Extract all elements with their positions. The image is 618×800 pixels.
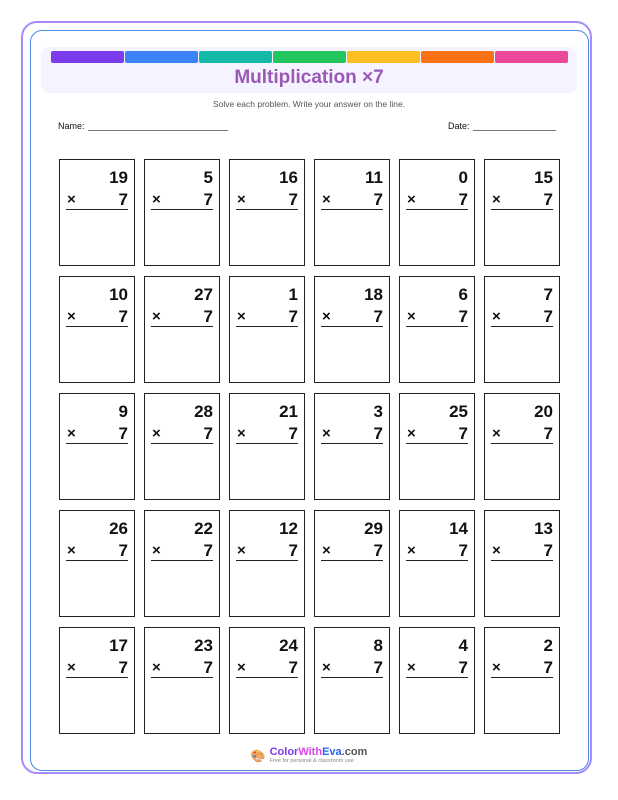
problem-card[interactable] xyxy=(59,276,135,383)
multiplicand: 1 xyxy=(288,285,298,304)
times-sign: × xyxy=(492,542,501,559)
multiplicand: 19 xyxy=(109,168,128,187)
answer-line xyxy=(151,677,213,678)
multiplicand: 21 xyxy=(279,402,298,421)
multiplicand: 15 xyxy=(534,168,553,187)
problem-card[interactable] xyxy=(144,627,220,734)
answer-line xyxy=(151,443,213,444)
problem-card[interactable] xyxy=(399,510,475,617)
palette-icon: 🎨 xyxy=(250,748,266,763)
multiplier: 7 xyxy=(543,541,553,560)
multiplicand: 27 xyxy=(194,285,213,304)
problem-card[interactable] xyxy=(229,159,305,266)
answer-line xyxy=(151,560,213,561)
multiplier: 7 xyxy=(373,307,383,326)
answer-line xyxy=(491,677,553,678)
multiplier: 7 xyxy=(373,658,383,677)
multiplier: 7 xyxy=(118,190,128,209)
problem-card[interactable] xyxy=(399,627,475,734)
multiplicand: 14 xyxy=(449,519,468,538)
footer xyxy=(0,746,618,765)
brand-logo xyxy=(251,746,368,765)
times-sign: × xyxy=(67,308,76,325)
multiplicand: 18 xyxy=(364,285,383,304)
brand-tagline: Free for personal & classroom use xyxy=(269,758,354,764)
times-sign: × xyxy=(407,308,416,325)
page-title: Multiplication ×7 xyxy=(234,67,384,88)
answer-line xyxy=(66,443,128,444)
answer-line xyxy=(66,209,128,210)
answer-line xyxy=(321,560,383,561)
answer-line xyxy=(236,560,298,561)
answer-line xyxy=(406,326,468,327)
instructions: Solve each problem. Write your answer on the line. xyxy=(212,99,406,109)
multiplicand: 12 xyxy=(279,519,298,538)
problem-card[interactable] xyxy=(399,159,475,266)
problem-card[interactable] xyxy=(314,159,390,266)
answer-line xyxy=(236,677,298,678)
multiplier: 7 xyxy=(118,307,128,326)
times-sign: × xyxy=(237,191,246,208)
color-bar-segment xyxy=(347,51,420,63)
multiplicand: 28 xyxy=(194,402,213,421)
answer-line xyxy=(236,443,298,444)
answer-line xyxy=(66,560,128,561)
answer-line xyxy=(236,209,298,210)
times-sign: × xyxy=(67,542,76,559)
problem-card[interactable] xyxy=(314,510,390,617)
problem-card[interactable] xyxy=(399,276,475,383)
multiplier: 7 xyxy=(288,541,298,560)
multiplier: 7 xyxy=(458,190,468,209)
brand-name: ColorWithEva.com xyxy=(269,746,368,758)
rainbow-color-bar xyxy=(51,51,568,63)
multiplier: 7 xyxy=(203,307,213,326)
answer-line xyxy=(406,209,468,210)
problem-card[interactable] xyxy=(314,627,390,734)
problem-card[interactable] xyxy=(484,510,560,617)
times-sign: × xyxy=(407,191,416,208)
multiplicand: 24 xyxy=(279,636,298,655)
problem-card[interactable] xyxy=(399,393,475,500)
color-bar-segment xyxy=(495,51,568,63)
multiplier: 7 xyxy=(203,541,213,560)
multiplier: 7 xyxy=(373,190,383,209)
times-sign: × xyxy=(152,191,161,208)
problem-card[interactable] xyxy=(59,393,135,500)
multiplicand: 10 xyxy=(109,285,128,304)
problem-card[interactable] xyxy=(484,627,560,734)
multiplicand: 16 xyxy=(279,168,298,187)
times-sign: × xyxy=(322,308,331,325)
multiplicand: 22 xyxy=(194,519,213,538)
multiplicand: 17 xyxy=(109,636,128,655)
multiplicand: 3 xyxy=(373,402,383,421)
times-sign: × xyxy=(152,659,161,676)
multiplier: 7 xyxy=(288,424,298,443)
answer-line xyxy=(151,326,213,327)
problem-card[interactable] xyxy=(484,159,560,266)
answer-line xyxy=(321,209,383,210)
multiplier: 7 xyxy=(203,424,213,443)
problem-card[interactable] xyxy=(314,393,390,500)
color-bar-segment xyxy=(199,51,272,63)
problem-card[interactable] xyxy=(59,510,135,617)
date-line[interactable] xyxy=(473,121,556,131)
color-bar-segment xyxy=(273,51,346,63)
problem-card[interactable] xyxy=(229,393,305,500)
multiplicand: 29 xyxy=(364,519,383,538)
multiplicand: 25 xyxy=(449,402,468,421)
color-bar-segment xyxy=(421,51,494,63)
problem-card[interactable] xyxy=(229,276,305,383)
times-sign: × xyxy=(492,425,501,442)
multiplicand: 13 xyxy=(534,519,553,538)
times-sign: × xyxy=(407,542,416,559)
multiplier: 7 xyxy=(288,190,298,209)
answer-line xyxy=(491,560,553,561)
problem-card[interactable] xyxy=(144,510,220,617)
multiplicand: 11 xyxy=(365,168,383,187)
multiplier: 7 xyxy=(203,190,213,209)
date-label: Date: xyxy=(448,121,470,131)
answer-line xyxy=(321,677,383,678)
multiplier: 7 xyxy=(543,424,553,443)
multiplier: 7 xyxy=(288,658,298,677)
multiplicand: 23 xyxy=(194,636,213,655)
times-sign: × xyxy=(237,308,246,325)
answer-line xyxy=(321,326,383,327)
multiplier: 7 xyxy=(543,190,553,209)
times-sign: × xyxy=(322,659,331,676)
answer-line xyxy=(406,443,468,444)
times-sign: × xyxy=(67,659,76,676)
problem-card[interactable] xyxy=(229,510,305,617)
multiplier: 7 xyxy=(543,658,553,677)
times-sign: × xyxy=(492,191,501,208)
times-sign: × xyxy=(237,659,246,676)
times-sign: × xyxy=(152,542,161,559)
times-sign: × xyxy=(322,191,331,208)
multiplicand: 7 xyxy=(543,285,553,304)
multiplicand: 0 xyxy=(458,168,468,187)
answer-line xyxy=(406,677,468,678)
answer-line xyxy=(236,326,298,327)
multiplier: 7 xyxy=(458,541,468,560)
times-sign: × xyxy=(237,425,246,442)
name-line[interactable] xyxy=(88,121,228,131)
multiplier: 7 xyxy=(118,658,128,677)
times-sign: × xyxy=(407,425,416,442)
answer-line xyxy=(491,209,553,210)
multiplicand: 4 xyxy=(458,636,468,655)
multiplier: 7 xyxy=(458,658,468,677)
date-field[interactable] xyxy=(448,121,556,131)
problem-card[interactable] xyxy=(229,627,305,734)
times-sign: × xyxy=(492,308,501,325)
multiplicand: 9 xyxy=(118,402,128,421)
multiplier: 7 xyxy=(458,307,468,326)
multiplier: 7 xyxy=(543,307,553,326)
problem-card[interactable] xyxy=(144,393,220,500)
answer-line xyxy=(66,677,128,678)
multiplier: 7 xyxy=(373,541,383,560)
times-sign: × xyxy=(237,542,246,559)
name-label: Name: xyxy=(58,121,85,131)
multiplicand: 26 xyxy=(109,519,128,538)
times-sign: × xyxy=(152,425,161,442)
color-bar-segment xyxy=(51,51,124,63)
problem-card[interactable] xyxy=(144,276,220,383)
answer-line xyxy=(321,443,383,444)
problem-card[interactable] xyxy=(484,276,560,383)
multiplier: 7 xyxy=(373,424,383,443)
times-sign: × xyxy=(67,425,76,442)
multiplicand: 6 xyxy=(458,285,468,304)
problem-card[interactable] xyxy=(484,393,560,500)
times-sign: × xyxy=(492,659,501,676)
answer-line xyxy=(406,560,468,561)
name-field[interactable] xyxy=(58,121,228,131)
times-sign: × xyxy=(67,191,76,208)
times-sign: × xyxy=(407,659,416,676)
problem-card[interactable] xyxy=(144,159,220,266)
times-sign: × xyxy=(152,308,161,325)
multiplicand: 2 xyxy=(543,636,553,655)
multiplier: 7 xyxy=(203,658,213,677)
problem-card[interactable] xyxy=(59,627,135,734)
answer-line xyxy=(151,209,213,210)
multiplicand: 8 xyxy=(373,636,383,655)
times-sign: × xyxy=(322,542,331,559)
problem-card[interactable] xyxy=(59,159,135,266)
times-sign: × xyxy=(322,425,331,442)
multiplicand: 20 xyxy=(534,402,553,421)
multiplier: 7 xyxy=(118,541,128,560)
answer-line xyxy=(491,326,553,327)
multiplicand: 5 xyxy=(203,168,213,187)
answer-line xyxy=(491,443,553,444)
multiplier: 7 xyxy=(458,424,468,443)
answer-line xyxy=(66,326,128,327)
multiplier: 7 xyxy=(118,424,128,443)
problem-card[interactable] xyxy=(314,276,390,383)
color-bar-segment xyxy=(125,51,198,63)
multiplier: 7 xyxy=(288,307,298,326)
